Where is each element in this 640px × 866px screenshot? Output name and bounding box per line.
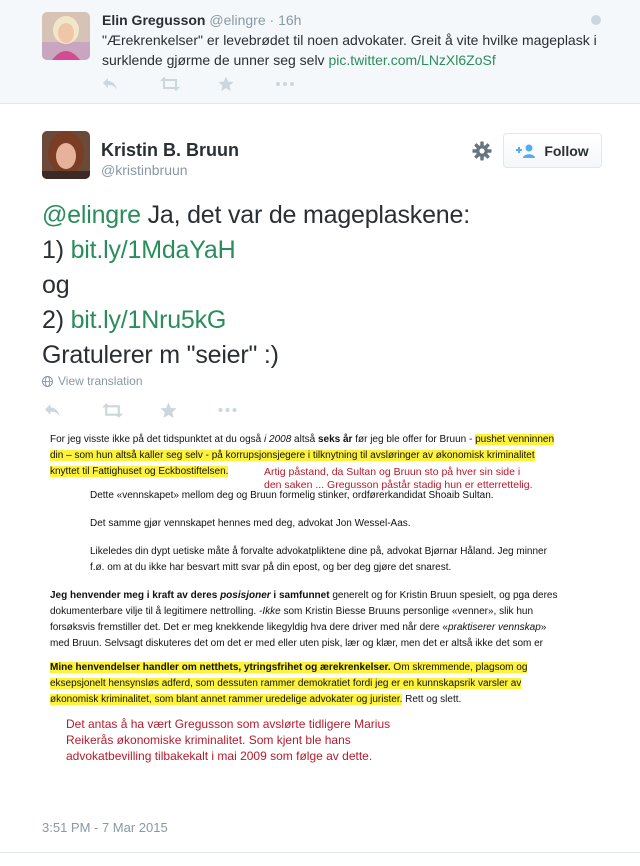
reply-icon[interactable] — [102, 76, 160, 92]
doc-p1-e: før jeg ble offer for Bruun - — [352, 434, 476, 445]
doc-p5-l3c: » — [540, 622, 547, 633]
bitly-link-2[interactable]: bit.ly/1Nru5kG — [70, 306, 227, 334]
doc-p1-d: seks år — [317, 434, 353, 445]
parent-time[interactable]: 16h — [278, 12, 302, 28]
doc-p6-l3: økonomisk kriminalitet, som blant annet rammer uredelige advokater og jurister. — [50, 694, 403, 705]
follow-button[interactable] — [503, 133, 602, 168]
doc-note1-line2: den saken ... Gregusson påstår stadig hun er etterrettelig. — [264, 479, 533, 491]
parent-pic-link[interactable]: pic.twitter.com/LNzXl6ZoSf — [328, 52, 496, 68]
doc-p5-l3a: forsøksvis fremstiller det. Det er meg knekkende likegyldig hva dere driver med når dere « — [50, 622, 448, 633]
parent-text-body: "Ærekrenkelser" er levebrødet til noen advokater. Greit å vite hvilke mageplask i surklende gjørme de unner seg selv — [102, 32, 597, 68]
text-line2-prefix: 1) — [42, 236, 71, 264]
follow-label: Follow — [544, 142, 589, 159]
view-translation-label: View translation — [58, 374, 143, 388]
parent-handle[interactable]: @elingre — [209, 12, 266, 28]
globe-icon — [42, 376, 53, 387]
parent-tweet-text — [102, 30, 602, 70]
parent-tweet[interactable] — [0, 0, 640, 104]
more-icon[interactable] — [218, 402, 276, 418]
doc-p1-c: altså — [291, 434, 318, 445]
main-author-handle[interactable]: @kristinbruun — [101, 162, 188, 178]
doc-p4-line1: Likeledes din dypt uetiske måte å forvalte advokatpliktene dine på, advokat Bjørnar Håland. Jeg minner — [90, 546, 547, 557]
doc-p1-i: knyttet til Fattighuset og Eckbostiftelsen. — [50, 466, 229, 477]
main-tweet-text — [42, 198, 602, 373]
doc-p5-l3b: praktiserer vennskap — [447, 622, 541, 633]
gear-icon[interactable] — [472, 141, 492, 161]
doc-p6-l3b: Rett og slett. — [402, 694, 462, 705]
doc-p1-f: pushet venninnen — [475, 434, 555, 445]
text-line4-prefix: 2) — [42, 306, 71, 334]
doc-annotation-2 — [66, 716, 390, 764]
retweet-icon[interactable] — [102, 402, 160, 418]
doc-p1-h: på korrupsjonsjegere i tilknytning til avsløringer av økonomisk kriminalitet — [211, 450, 535, 461]
doc-p6-l2: eksepsjonelt hensynsløs adferd, som dessuten rammer demokratiet fordi jeg er en kunnskapsrik varsler av — [50, 678, 522, 689]
more-icon[interactable] — [276, 76, 334, 92]
doc-para-2: Dette «vennskapet» mellom deg og Bruun formelig stinker, ordførerkandidat Shoaib Sultan. — [90, 490, 494, 501]
doc-p5-l1d: generelt og for Kristin Bruun spesielt, og pga deres — [329, 590, 558, 601]
mention-link[interactable]: @elingre — [42, 201, 141, 229]
doc-p5-l2b: -Ikke — [259, 606, 281, 617]
doc-p5-l1a: Jeg henvender meg i kraft av deres — [50, 590, 221, 601]
doc-note1-line1: Artig påstand, da Sultan og Bruun sto på hver sin side i — [264, 466, 521, 478]
doc-p5-l4: med Bruun. Selvsagt diskuteres det om det er med eller uten pisk, lær og klær, men det er altså ikke det som er — [50, 638, 544, 649]
reply-icon[interactable] — [44, 402, 102, 418]
doc-p6-l1a: Mine henvendelser handler om netthets, ytringsfrihet og ærekrenkelser. — [50, 662, 391, 673]
doc-p5-l2: dokumenterbare vilje til å legitimere nettrolling. — [50, 606, 259, 617]
text-line1: Ja, det var de mageplaskene: — [140, 201, 470, 229]
main-actions — [44, 401, 276, 419]
main-author-name[interactable]: Kristin B. Bruun — [101, 140, 239, 160]
tweet-timestamp[interactable]: 3:51 PM - 7 Mar 2015 — [42, 820, 168, 835]
doc-p1-a: For jeg visste ikke på det tidspunktet at du også — [50, 434, 265, 445]
parent-name[interactable]: Elin Gregusson — [102, 12, 206, 28]
doc-p5-l1c: i samfunnet — [270, 590, 330, 601]
doc-note2-line1: Det antas å ha vært Gregusson som avslørte tidligere Marius — [66, 717, 391, 731]
attached-document-image[interactable] — [44, 430, 604, 770]
doc-para-3: Det samme gjør vennskapet hennes med deg, advokat Jon Wessel-Aas. — [90, 518, 411, 529]
doc-p4-line2: f.ø. om at du ikke har besvart mitt svar på din epost, og ber deg gjøre det snarest. — [90, 562, 452, 573]
retweet-icon[interactable] — [160, 76, 218, 92]
favorite-icon[interactable] — [218, 76, 276, 92]
parent-separator: · — [269, 12, 275, 28]
doc-note2-line2: Reikerås økonomiske kriminalitet. Som kjent ble hans — [66, 733, 351, 747]
parent-actions — [102, 76, 334, 92]
doc-p6-l1b: Om skremmende, plagsom og — [390, 662, 528, 673]
parent-meta — [102, 12, 301, 28]
bitly-link-1[interactable]: bit.ly/1MdaYaH — [70, 236, 236, 264]
doc-note2-line3: advokatbevilling tilbakekalt i mai 2009 som følge av dette. — [66, 749, 373, 763]
doc-para-4 — [90, 544, 610, 576]
text-line3: og — [42, 271, 70, 299]
favorite-icon[interactable] — [160, 402, 218, 418]
doc-para-5 — [50, 588, 606, 652]
doc-p1-g: din – som hun altså kaller seg selv - — [50, 450, 212, 461]
doc-para-6 — [50, 660, 606, 708]
doc-p1-b: i 2008 — [264, 434, 292, 445]
text-line5: Gratulerer m "seier" :) — [42, 341, 279, 369]
divider — [0, 852, 640, 853]
view-translation-link[interactable] — [42, 374, 143, 388]
follow-person-icon — [516, 144, 536, 158]
main-avatar[interactable] — [42, 131, 90, 179]
parent-avatar[interactable] — [42, 12, 90, 60]
doc-p5-l2c: som Kristin Biesse Bruuns personlige «venner», slik hun — [280, 606, 534, 617]
bird-icon — [590, 13, 602, 25]
doc-p5-l1b: posisjoner — [220, 590, 271, 601]
